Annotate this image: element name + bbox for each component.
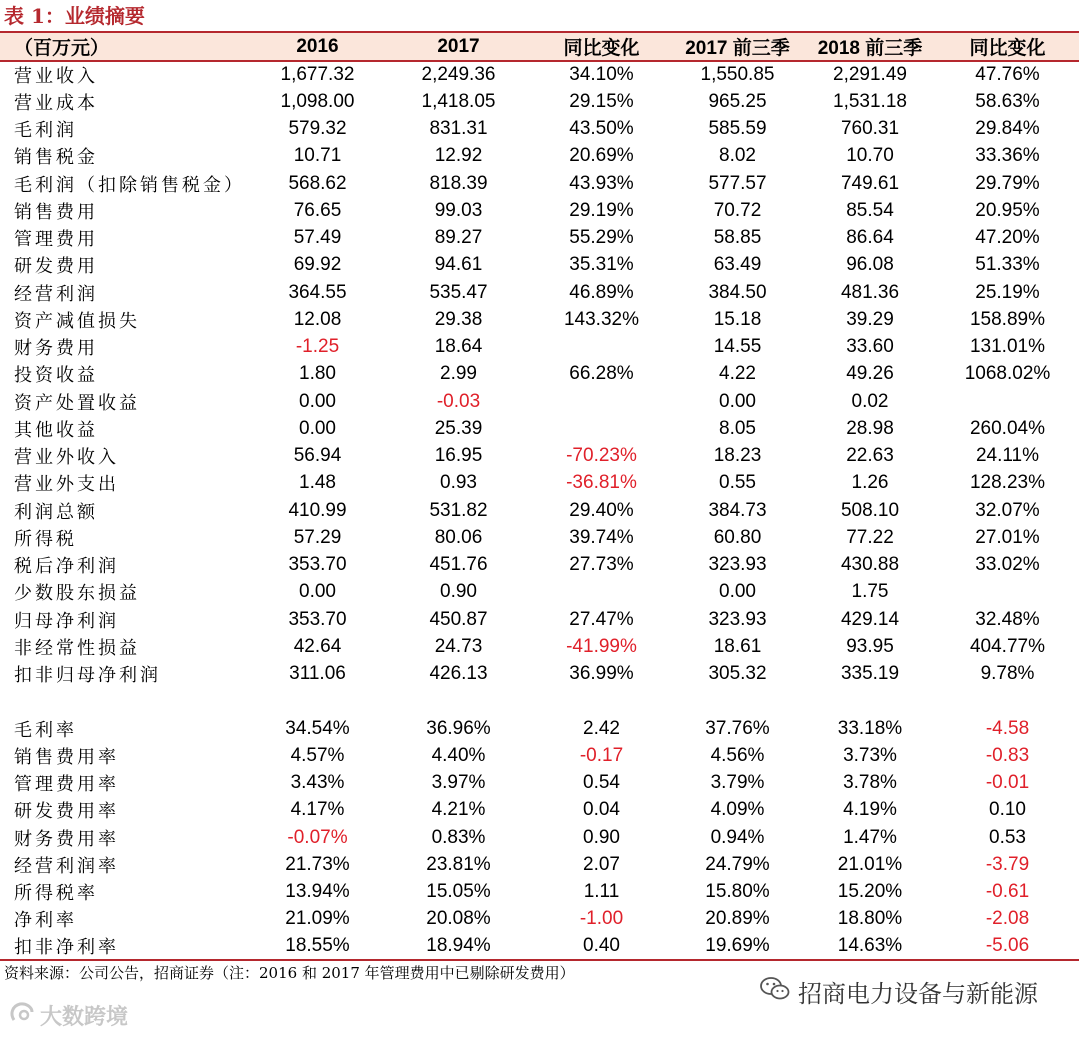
- spacer-cell: [936, 688, 1079, 715]
- table-cell: 2.99: [440, 363, 477, 385]
- table-cell: 429.14: [840, 608, 900, 630]
- table-row: [0, 116, 1079, 143]
- table-header-row: [0, 32, 1079, 61]
- table-row: [0, 361, 1079, 388]
- table-cell: -41.99%: [566, 635, 637, 657]
- table-cell: 4.21%: [431, 799, 486, 821]
- table-cell: 42.64: [293, 635, 342, 657]
- row-label: 管理费用率: [14, 774, 119, 796]
- table-row: [0, 742, 1079, 769]
- table-cell: 13.94%: [285, 881, 350, 903]
- table-cell: -0.83: [985, 744, 1030, 766]
- table-cell: 46.89%: [569, 281, 634, 303]
- table-cell: 15.20%: [837, 881, 903, 903]
- table-cell: 14.63%: [804, 933, 936, 960]
- table-cell: 39.74%: [569, 526, 634, 548]
- spacer-cell: [532, 688, 671, 715]
- table-cell: 99.03: [434, 199, 483, 221]
- table-cell: 0.02: [851, 390, 889, 412]
- table-cell: 353.70: [288, 608, 347, 630]
- table-cell: 51.33%: [975, 254, 1040, 276]
- table-cell: 77.22: [846, 526, 894, 548]
- table-cell: 23.81%: [426, 853, 491, 875]
- table-cell: 3.73%: [843, 744, 897, 766]
- table-cell: 15.05%: [426, 881, 491, 903]
- table-cell: 535.47: [429, 281, 488, 303]
- table-cell: 450.87: [429, 608, 488, 630]
- table-cell: 0.83%: [431, 826, 486, 848]
- table-cell: 965.25: [708, 90, 767, 112]
- table-cell: 18.23: [713, 445, 762, 467]
- table-cell: 0.94%: [710, 826, 765, 848]
- table-row: [0, 470, 1079, 497]
- table-cell: 323.93: [708, 554, 767, 576]
- table-cell: 60.80: [713, 526, 762, 548]
- source-note: 资料来源：公司公告，招商证券（注：2016 和 2017 年管理费用中已剔除研发费用）: [4, 964, 575, 982]
- table-cell: 36.96%: [426, 717, 491, 739]
- table-cell: 18.80%: [837, 908, 903, 930]
- table-cell: 2.07: [583, 853, 620, 875]
- table-title: 表 1：业绩摘要: [4, 4, 145, 28]
- table-cell: 1,550.85: [700, 64, 775, 86]
- table-cell: 508.10: [840, 499, 900, 521]
- table-row: [0, 443, 1079, 470]
- table-row: [0, 225, 1079, 252]
- table-cell: 0.00: [719, 390, 756, 412]
- spacer-cell: [250, 688, 385, 715]
- row-label: 财务费用率: [14, 828, 119, 850]
- summary-table-container: [0, 31, 1079, 961]
- table-cell: 34.54%: [285, 717, 350, 739]
- row-label: 资产处置收益: [14, 392, 140, 414]
- table-cell: 0.00: [299, 390, 336, 412]
- table-cell: 89.27: [434, 227, 483, 249]
- header-unit: （百万元）: [0, 32, 250, 61]
- table-cell: 19.69%: [671, 933, 804, 960]
- row-label: 营业外支出: [14, 474, 119, 496]
- table-cell: 18.64: [434, 336, 483, 358]
- spacer-cell: [0, 688, 250, 715]
- table-cell: 43.93%: [569, 172, 634, 194]
- table-cell: 3.97%: [431, 772, 486, 794]
- row-label: 财务费用: [14, 338, 98, 360]
- table-row: [0, 61, 1079, 88]
- table-cell: 131.01%: [969, 336, 1045, 358]
- table-cell: 1,531.18: [833, 90, 907, 112]
- table-cell: 0.53: [989, 826, 1026, 848]
- table-cell: 25.19%: [975, 281, 1040, 303]
- row-label: 归母净利润: [14, 610, 119, 632]
- table-cell: 1.48: [299, 472, 336, 494]
- table-cell: 32.48%: [975, 608, 1040, 630]
- table-cell: 0.10: [989, 799, 1026, 821]
- table-cell: 22.63: [846, 445, 894, 467]
- header-yoy-q1q3: 同比变化: [936, 32, 1079, 61]
- table-cell: 585.59: [708, 118, 767, 140]
- table-cell: 21.09%: [285, 908, 350, 930]
- table-cell: 27.01%: [975, 526, 1040, 548]
- table-cell: 260.04%: [969, 417, 1045, 439]
- table-row: [0, 306, 1079, 333]
- table-cell: 16.95: [434, 445, 483, 467]
- table-cell: 32.07%: [975, 499, 1040, 521]
- table-cell: -5.06: [936, 933, 1079, 960]
- header-2017-q1q3: 2017 前三季: [671, 32, 804, 61]
- table-cell: 10.71: [293, 145, 342, 167]
- table-cell: 70.72: [713, 199, 762, 221]
- table-row: [0, 279, 1079, 306]
- row-label: 营业收入: [14, 66, 98, 88]
- table-cell: 49.26: [846, 363, 894, 385]
- table-cell: -4.58: [985, 717, 1030, 739]
- table-row: [0, 170, 1079, 197]
- table-cell: 4.19%: [843, 799, 897, 821]
- table-cell: 384.50: [708, 281, 767, 303]
- table-cell: 20.08%: [426, 908, 491, 930]
- table-row: [0, 797, 1079, 824]
- table-cell: 8.05: [719, 417, 756, 439]
- table-cell: 831.31: [429, 118, 488, 140]
- table-row: [0, 497, 1079, 524]
- table-cell: 2.42: [583, 717, 620, 739]
- row-label: 扣非净利率: [0, 933, 250, 960]
- table-cell: 1,677.32: [280, 64, 355, 86]
- table-cell: 531.82: [429, 499, 488, 521]
- watermark-text: 大数跨境: [40, 1005, 129, 1030]
- watermark: [8, 1000, 128, 1031]
- table-cell: 80.06: [434, 526, 483, 548]
- row-label: 净利率: [14, 910, 77, 932]
- row-label: 销售费用率: [14, 746, 119, 768]
- table-cell: -0.01: [985, 772, 1030, 794]
- table-cell: 426.13: [429, 663, 488, 685]
- table-cell: 24.79%: [705, 853, 770, 875]
- table-cell: 29.15%: [569, 90, 634, 112]
- table-cell: [532, 415, 671, 442]
- table-cell: 353.70: [288, 554, 347, 576]
- table-row: [0, 906, 1079, 933]
- table-row: [0, 879, 1079, 906]
- table-cell: 10.70: [846, 145, 894, 167]
- table-cell: 47.20%: [975, 227, 1040, 249]
- table-cell: 34.10%: [569, 64, 634, 86]
- table-cell: 96.08: [846, 254, 894, 276]
- table-cell: 4.22: [719, 363, 756, 385]
- table-row: [0, 334, 1079, 361]
- table-cell: 4.56%: [710, 744, 765, 766]
- row-label: 经营利润: [14, 283, 98, 305]
- table-cell: 36.99%: [569, 663, 634, 685]
- table-row: [0, 143, 1079, 170]
- table-cell: 1,098.00: [280, 90, 355, 112]
- table-cell: 430.88: [840, 554, 900, 576]
- table-cell: 21.01%: [837, 853, 903, 875]
- table-cell: 57.29: [293, 526, 342, 548]
- table-cell: 29.79%: [975, 172, 1040, 194]
- table-cell: [532, 388, 671, 415]
- table-cell: 0.90: [583, 826, 620, 848]
- table-cell: 15.80%: [705, 881, 770, 903]
- wechat-account: [760, 974, 1038, 1008]
- wechat-icon: [760, 976, 790, 1007]
- row-label: 扣非归母净利润: [14, 665, 161, 687]
- table-cell: 577.57: [708, 172, 767, 194]
- table-cell: 158.89%: [969, 308, 1045, 330]
- row-label: 研发费用率: [14, 801, 119, 823]
- table-cell: 66.28%: [569, 363, 634, 385]
- table-cell: 12.08: [293, 308, 342, 330]
- table-cell: 56.94: [293, 445, 342, 467]
- table-cell: 143.32%: [563, 308, 639, 330]
- table-cell: 568.62: [288, 172, 347, 194]
- summary-table: [0, 31, 1079, 961]
- table-cell: 39.29: [846, 308, 894, 330]
- table-cell: 2,249.36: [421, 64, 496, 86]
- table-row: [0, 388, 1079, 415]
- row-label: 资产减值损失: [14, 310, 140, 332]
- table-cell: 1.80: [299, 363, 336, 385]
- table-row: [0, 770, 1079, 797]
- table-cell: -1.00: [579, 908, 624, 930]
- table-cell: 364.55: [288, 281, 347, 303]
- table-cell: 47.76%: [975, 64, 1040, 86]
- table-row: [0, 524, 1079, 551]
- table-cell: 311.06: [289, 663, 346, 685]
- row-label: 经营利润率: [14, 855, 119, 877]
- table-cell: 384.73: [708, 499, 767, 521]
- row-label: 所得税: [14, 528, 77, 550]
- table-cell: [532, 579, 671, 606]
- table-row: [0, 197, 1079, 224]
- table-cell: 69.92: [293, 254, 342, 276]
- table-cell: -3.79: [985, 853, 1030, 875]
- table-cell: 85.54: [846, 199, 894, 221]
- table-cell: 3.79%: [710, 772, 765, 794]
- table-cell: 305.32: [708, 663, 767, 685]
- table-cell: 93.95: [846, 635, 894, 657]
- table-cell: 29.19%: [569, 199, 634, 221]
- table-cell: 20.95%: [975, 199, 1040, 221]
- table-cell: 0.00: [299, 581, 336, 603]
- row-label: 所得税率: [14, 883, 98, 905]
- table-cell: 29.84%: [975, 118, 1040, 140]
- header-yoy: 同比变化: [532, 32, 671, 61]
- table-cell: 27.47%: [569, 608, 634, 630]
- table-cell: 0.55: [719, 472, 756, 494]
- table-cell: 58.63%: [975, 90, 1040, 112]
- header-2016: 2016: [250, 32, 385, 61]
- table-cell: 1.11: [583, 881, 620, 903]
- table-cell: 818.39: [429, 172, 488, 194]
- table-cell: 323.93: [708, 608, 767, 630]
- table-row: [0, 252, 1079, 279]
- wechat-account-name: 招商电力设备与新能源: [798, 979, 1038, 1008]
- table-row: [0, 633, 1079, 660]
- watermark-logo-icon: [8, 1000, 36, 1031]
- table-spacer-row: [0, 688, 1079, 715]
- header-2017: 2017: [385, 32, 532, 61]
- table-cell: 33.02%: [975, 554, 1040, 576]
- table-cell: -0.61: [985, 881, 1030, 903]
- table-cell: 1.26: [851, 472, 889, 494]
- table-cell: 0.04: [583, 799, 620, 821]
- table-cell: 14.55: [713, 336, 762, 358]
- table-cell: 335.19: [840, 663, 900, 685]
- table-cell: -36.81%: [566, 472, 637, 494]
- table-cell: 4.57%: [290, 744, 345, 766]
- table-cell: -0.03: [436, 390, 481, 412]
- table-cell: 24.73: [434, 635, 483, 657]
- table-cell: -0.17: [579, 744, 624, 766]
- table-cell: 760.31: [840, 118, 900, 140]
- table-cell: 481.36: [840, 281, 900, 303]
- table-cell: [532, 334, 671, 361]
- table-cell: 33.18%: [837, 717, 903, 739]
- table-row: [0, 415, 1079, 442]
- table-cell: 404.77%: [969, 635, 1045, 657]
- table-cell: 18.55%: [250, 933, 385, 960]
- table-cell: 4.40%: [431, 744, 486, 766]
- table-cell: 0.00: [299, 417, 336, 439]
- table-cell: 0.54: [583, 772, 620, 794]
- table-cell: 21.73%: [285, 853, 350, 875]
- table-cell: 0.40: [532, 933, 671, 960]
- table-cell: 20.69%: [569, 145, 634, 167]
- table-cell: 4.09%: [710, 799, 765, 821]
- row-label: 管理费用: [14, 229, 98, 251]
- table-cell: 3.78%: [843, 772, 897, 794]
- table-cell: 128.23%: [969, 472, 1045, 494]
- table-cell: 8.02: [719, 145, 756, 167]
- table-cell: 749.61: [840, 172, 900, 194]
- row-label: 研发费用: [14, 256, 98, 278]
- row-label: 毛利率: [14, 719, 77, 741]
- table-cell: 4.17%: [290, 799, 345, 821]
- row-label: 投资收益: [14, 365, 98, 387]
- table-cell: 33.60: [846, 336, 894, 358]
- row-label: 销售费用: [14, 201, 98, 223]
- table-cell: [936, 388, 1079, 415]
- row-label: 少数股东损益: [14, 583, 140, 605]
- spacer-cell: [804, 688, 936, 715]
- row-label: 毛利润（扣除销售税金）: [14, 174, 245, 196]
- table-cell: 63.49: [713, 254, 762, 276]
- table-cell: -0.07%: [287, 826, 348, 848]
- table-cell: 0.93: [440, 472, 477, 494]
- table-row: [0, 661, 1079, 688]
- table-cell: 76.65: [293, 199, 342, 221]
- table-cell: 0.90: [440, 581, 477, 603]
- table-row: [0, 579, 1079, 606]
- table-cell: 27.73%: [569, 554, 634, 576]
- table-cell: 1068.02%: [964, 363, 1051, 385]
- table-cell: 12.92: [434, 145, 483, 167]
- row-label: 营业外收入: [14, 447, 119, 469]
- table-cell: 35.31%: [569, 254, 634, 276]
- table-cell: 25.39: [434, 417, 483, 439]
- table-body: [0, 61, 1079, 960]
- table-cell: -2.08: [985, 908, 1030, 930]
- table-row: [0, 851, 1079, 878]
- row-label: 利润总额: [14, 501, 98, 523]
- table-cell: 1.75: [851, 581, 889, 603]
- table-cell: 24.11%: [975, 445, 1040, 467]
- table-cell: 3.43%: [290, 772, 345, 794]
- table-cell: 20.89%: [705, 908, 770, 930]
- row-label: 毛利润: [14, 120, 77, 142]
- table-cell: 28.98: [846, 417, 894, 439]
- table-cell: 1,418.05: [421, 90, 496, 112]
- table-cell: 55.29%: [569, 227, 634, 249]
- table-row: [0, 606, 1079, 633]
- table-row: [0, 715, 1079, 742]
- table-cell: 15.18: [713, 308, 762, 330]
- table-cell: 18.61: [713, 635, 762, 657]
- table-cell: 58.85: [713, 227, 762, 249]
- header-2018-q1q3: 2018 前三季: [804, 32, 936, 61]
- row-label: 销售税金: [14, 147, 98, 169]
- table-row: [0, 552, 1079, 579]
- row-label: 其他收益: [14, 419, 98, 441]
- table-cell: 43.50%: [569, 118, 634, 140]
- table-cell: 37.76%: [705, 717, 770, 739]
- table-cell: -1.25: [295, 336, 340, 358]
- table-row: [0, 88, 1079, 115]
- table-cell: 2,291.49: [833, 64, 907, 86]
- spacer-cell: [385, 688, 532, 715]
- table-cell: 9.78%: [980, 663, 1035, 685]
- row-label: 营业成本: [14, 92, 98, 114]
- spacer-cell: [671, 688, 804, 715]
- table-cell: 0.00: [719, 581, 756, 603]
- row-label: 税后净利润: [14, 556, 119, 578]
- table-cell: 29.38: [434, 308, 483, 330]
- table-cell: 410.99: [288, 499, 347, 521]
- table-cell: 57.49: [293, 227, 342, 249]
- row-label: 非经常性损益: [14, 637, 140, 659]
- table-row: [0, 933, 1079, 960]
- table-cell: 29.40%: [569, 499, 634, 521]
- table-cell: [936, 579, 1079, 606]
- table-cell: -70.23%: [566, 445, 637, 467]
- table-cell: 94.61: [434, 254, 483, 276]
- table-cell: 579.32: [288, 118, 347, 140]
- table-row: [0, 824, 1079, 851]
- table-cell: 1.47%: [843, 826, 897, 848]
- table-cell: 86.64: [846, 227, 894, 249]
- table-cell: 33.36%: [975, 145, 1040, 167]
- table-cell: 18.94%: [385, 933, 532, 960]
- table-cell: 451.76: [429, 554, 488, 576]
